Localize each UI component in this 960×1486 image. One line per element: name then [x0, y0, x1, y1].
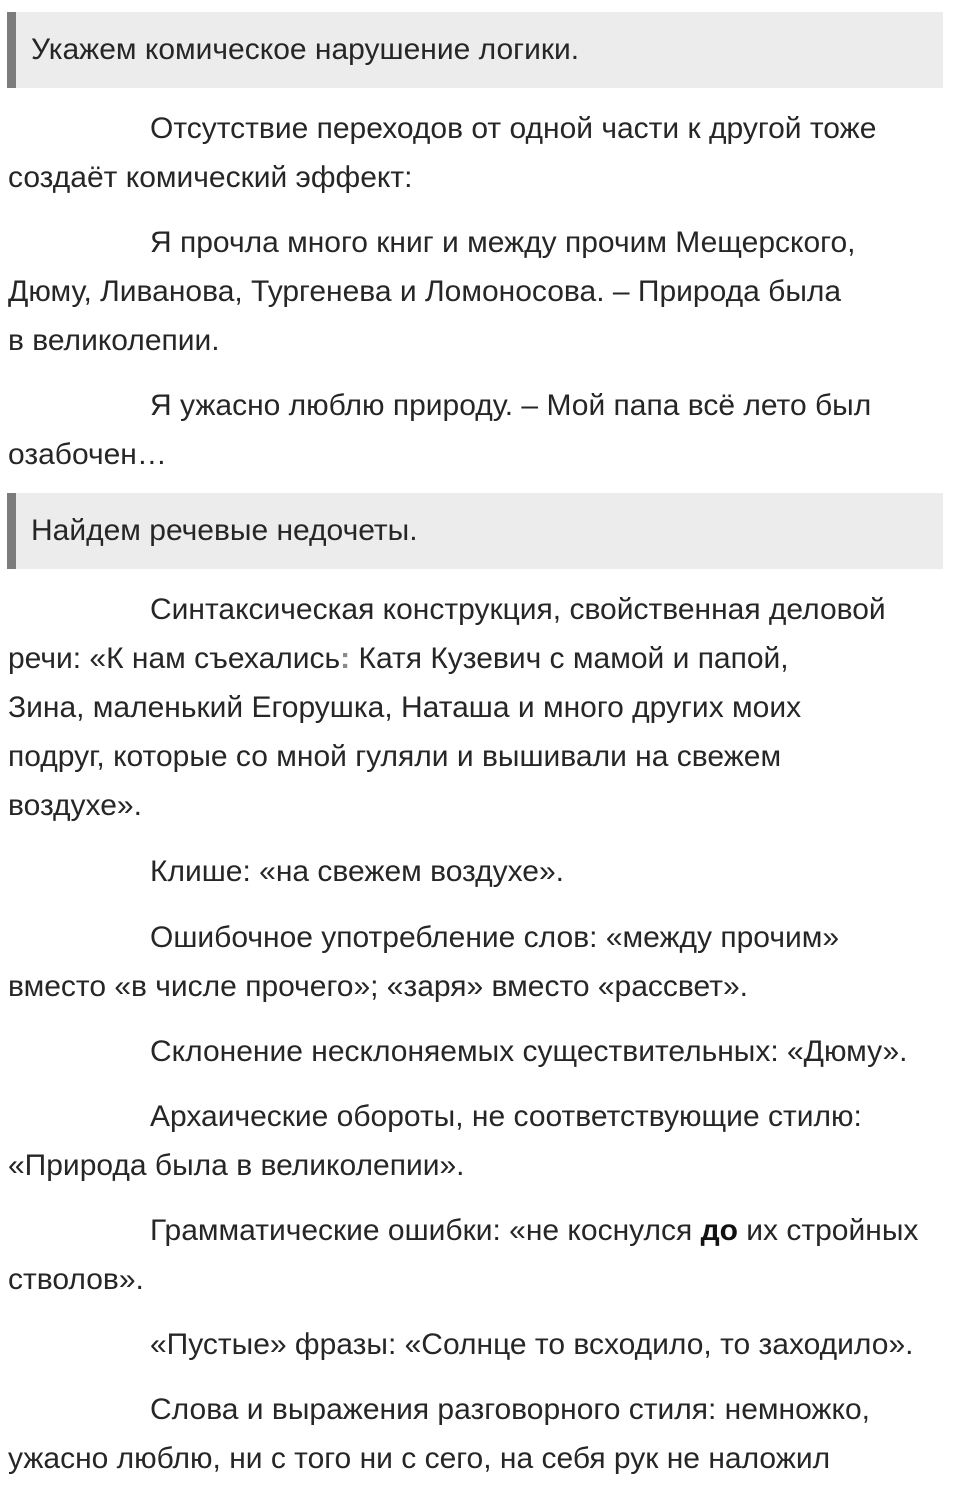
- text-line: Я ужасно люблю природу. – Мой папа всё лето был: [150, 389, 872, 422]
- text-line: Архаические обороты, не соответствующие стилю:: [150, 1100, 862, 1133]
- text-line: воздухе».: [8, 789, 142, 822]
- text-line: стволов».: [8, 1263, 144, 1296]
- text-line: ужасно люблю, ни с того ни с сего, на себя рук не наложил: [8, 1442, 831, 1475]
- text-line: Я прочла много книг и между прочим Мещерского,: [150, 226, 856, 259]
- paragraph-example-books: [8, 218, 946, 365]
- text-line: создаёт комический эффект:: [8, 161, 413, 194]
- section-header-logic-text: Укажем комическое нарушение логики.: [31, 33, 580, 66]
- text-line: Клише: «на свежем воздухе».: [150, 855, 565, 888]
- paragraph-empty-phrases: [8, 1320, 946, 1369]
- paragraph-declension: [8, 1027, 946, 1076]
- section-header-speech: [7, 493, 943, 569]
- text-line: Дюму, Ливанова, Тургенева и Ломоносова. – Природа была: [8, 275, 842, 308]
- section-header-logic: [7, 12, 943, 88]
- paragraph-transitions: [8, 104, 946, 202]
- text-line: Ошибочное употребление слов: «между прочим»: [150, 921, 840, 954]
- text-line: Зина, маленький Егорушка, Наташа и много других моих: [8, 691, 802, 724]
- paragraph-colloquial: [8, 1385, 946, 1483]
- text-line: Слова и выражения разговорного стиля: немножко,: [150, 1393, 870, 1426]
- text-line: озабочен…: [8, 438, 167, 471]
- paragraph-cliche: [8, 847, 946, 896]
- text-line: вместо «в числе прочего»; «заря» вместо «рассвет».: [8, 970, 748, 1003]
- text-line: Отсутствие переходов от одной части к другой тоже: [150, 112, 877, 145]
- paragraph-grammar: [8, 1206, 946, 1304]
- paragraph-example-nature: [8, 381, 946, 479]
- paragraph-word-usage: [8, 913, 946, 1011]
- text-line: в великолепии.: [8, 324, 220, 357]
- paragraph-syntax: [8, 585, 946, 830]
- text-line: Синтаксическая конструкция, свойственная деловой: [150, 593, 886, 626]
- paragraph-archaic: [8, 1092, 946, 1190]
- text-fragment: их стройных: [737, 1214, 919, 1247]
- section-header-speech-text: Найдем речевые недочеты.: [31, 514, 418, 547]
- text-fragment: Катя Кузевич с мамой и папой,: [350, 642, 789, 675]
- text-line: Склонение несклоняемых существительных: «Дюму».: [150, 1035, 908, 1068]
- highlighted-colon: :: [340, 642, 351, 675]
- bold-word: до: [700, 1214, 738, 1247]
- text-fragment: речи: «К нам съехались: [8, 642, 341, 675]
- text-line: подруг, которые со мной гуляли и вышивали на свежем: [8, 740, 782, 773]
- text-line: [8, 1206, 946, 1255]
- text-line: «Природа была в великолепии».: [8, 1149, 465, 1182]
- text-fragment: Грамматические ошибки: «не коснулся: [150, 1214, 701, 1247]
- text-line: «Пустые» фразы: «Солнце то всходило, то заходило».: [150, 1328, 914, 1361]
- text-line: [8, 634, 946, 683]
